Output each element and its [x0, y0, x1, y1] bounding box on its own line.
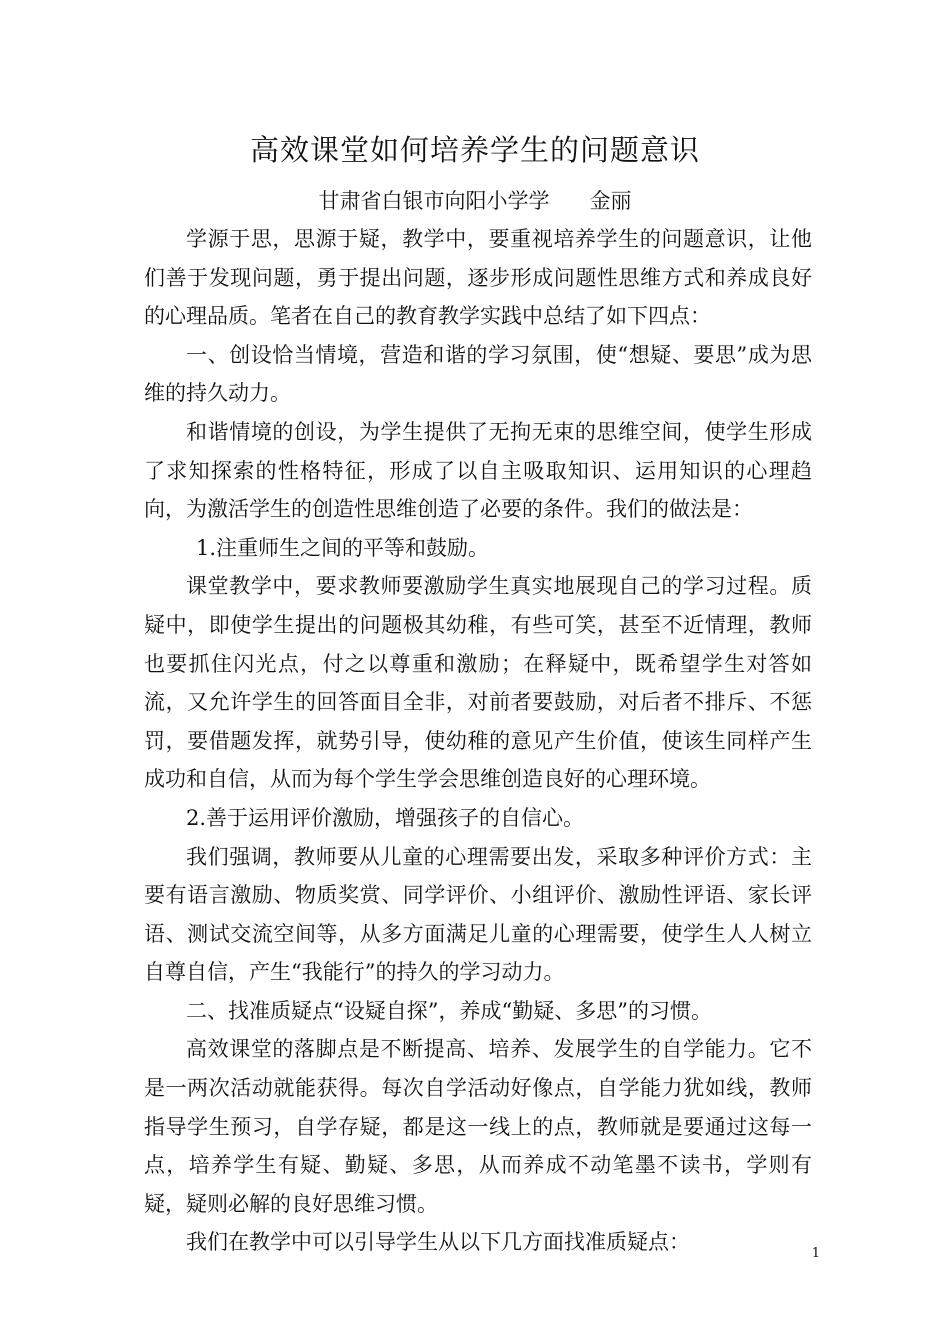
paragraph-intro: 学源于思，思源于疑，教学中，要重视培养学生的问题意识，让他们善于发现问题，勇于提出问题，逐步形成问题性思维方式和养成良好的心理品质。笔者在自己的教育教学实践中总结了如下四点： — [144, 227, 812, 329]
paragraph: 高效课堂的落脚点是不断提高、培养、发展学生的自学能力。它不是一两次活动就能获得。每次自学活动好像点，自学能力犹如线，教师指导学生预习，自学存疑，都是这一线上的点，教师就是要通过这每一点，培养学生有疑、勤疑、多思，从而养成不动笔墨不读书，学则有疑，疑则必解的良好思维习惯。 — [144, 1037, 812, 1216]
paragraph: 和谐情境的创设，为学生提供了无拘无束的思维空间，使学生形成了求知探索的性格特征，形成了以自主吸取知识、运用知识的心理趋向，为激活学生的创造性思维创造了必要的条件。我们的做法是： — [144, 419, 812, 522]
paragraph: 我们强调，教师要从儿童的心理需要出发，采取多种评价方式：主要有语言激励、物质奖赏、同学评价、小组评价、激励性评语、家长评语、测试交流空间等，从多方面满足儿童的心理需要，使学生人人树立自尊自信，产生“我能行”的持久的学习动力。 — [144, 844, 812, 985]
heading-section-1: 一、创设恰当情境，营造和谐的学习氛围，使“想疑、要思”成为思维的持久动力。 — [144, 342, 812, 406]
heading-section-2: 二、找准质疑点“设疑自探”，养成“勤疑、多思”的习惯。 — [186, 998, 712, 1023]
document-title: 高效课堂如何培养学生的问题意识 — [249, 133, 700, 167]
subheading-1: 1.注重师生之间的平等和鼓励。 — [196, 535, 490, 560]
subheading-2: 2.善于运用评价激励，增强孩子的自信心。 — [186, 805, 585, 830]
author-line: 甘肃省白银市向阳小学学 金丽 — [318, 189, 632, 213]
page-number: 1 — [811, 1246, 820, 1261]
paragraph: 我们在教学中可以引导学生从以下几方面找准质疑点： — [186, 1230, 690, 1255]
document-body — [144, 220, 812, 1262]
paragraph: 课堂教学中，要求教师要激励学生真实地展现自己的学习过程。质疑中，即使学生提出的问题极其幼稚，有些可笑，甚至不近情理，教师也要抓住闪光点，付之以尊重和激励；在释疑中，既希望学生对答如流，又允许学生的回答面目全非，对前者要鼓励，对后者不排斥、不惩罚，要借题发挥，就势引导，使幼稚的意见产生价值，使该生同样产生成功和自信，从而为每个学生学会思维创造良好的心理环境。 — [144, 574, 812, 792]
